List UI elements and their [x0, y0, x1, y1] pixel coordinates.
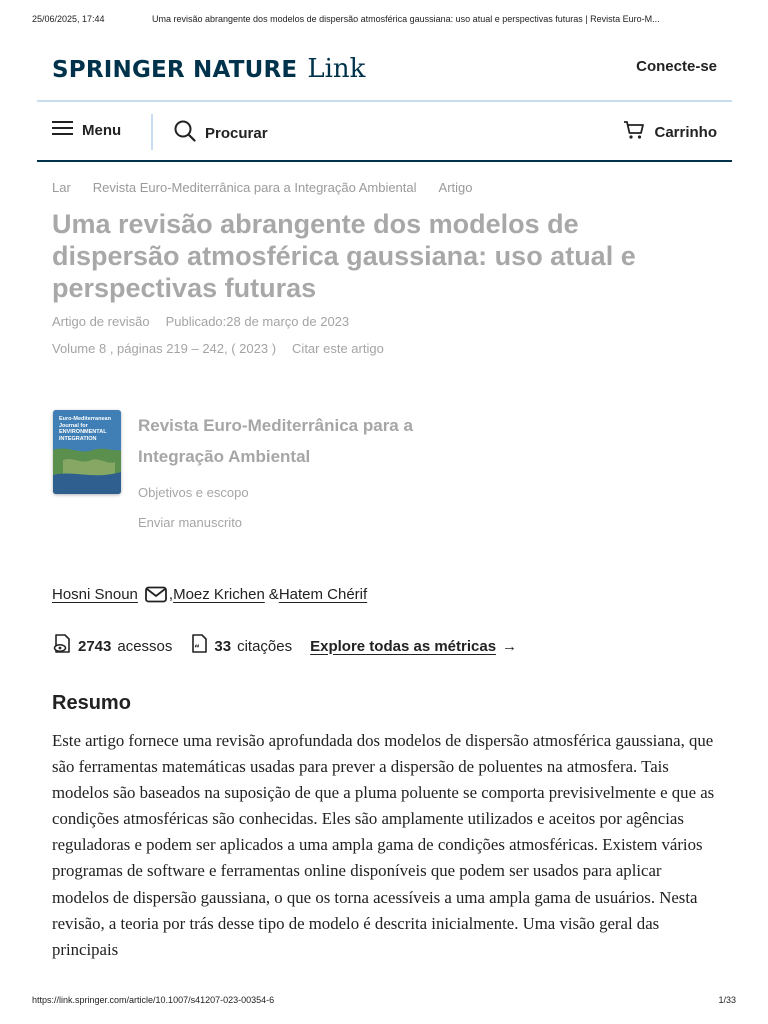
search-icon [174, 120, 196, 146]
abstract-text: Este artigo fornece uma revisão aprofundada dos modelos de dispersão atmosférica gaussiana, que são ferramentas matemáticas usadas para prever a dispersão de poluentes na atmosfera. Tais modelos são baseados na suposição de que a pluma poluente se comporta previsivelmente e que as condições atmosféricas são conhecidas. Eles são amplamente utilizados e aceitos por agências reguladoras e podem ser aplicados a uma ampla gama de condições atmosféricas. Existem vários programas de software e ferramentas online disponíveis que podem ser usados para aplicar modelos de dispersão gaussiana, o que os torna acessíveis a uma ampla gama de usuários. Nesta revisão, a teoria por trás desse tipo de modelo é descrita inicialmente. Uma visão geral das principais [52, 731, 715, 959]
search-button[interactable] [174, 120, 268, 146]
volume-info: Volume 8 , páginas 219 – 242, ( 2023 ) [52, 341, 277, 356]
hamburger-icon [52, 120, 73, 140]
article-citation-meta [52, 341, 384, 356]
journal-cover-image[interactable] [53, 410, 121, 494]
article-metrics [52, 634, 517, 658]
explore-metrics-link[interactable]: Explore todas as métricas [310, 637, 497, 655]
author-link[interactable]: Moez Krichen [173, 586, 265, 603]
journal-name-line1: Revista Euro-Mediterrânica para a [138, 416, 413, 435]
svg-text:“: “ [194, 644, 201, 654]
published-date: Publicado:28 de março de 2023 [165, 314, 350, 329]
nav-bar [37, 102, 732, 162]
logo-brand: SPRINGER NATURE [52, 57, 298, 83]
menu-button[interactable] [52, 120, 121, 140]
aims-scope-link[interactable]: Objetivos e escopo [138, 485, 249, 500]
arrow-right-icon: → [502, 637, 518, 655]
journal-cover-text: Euro-Mediterranean Journal for ENVIRONMENTAL INTEGRATION [59, 416, 111, 442]
journal-name[interactable] [138, 410, 468, 472]
cite-article-link[interactable]: Citar este artigo [292, 341, 384, 356]
cart-button[interactable] [623, 120, 717, 144]
citations-count: 33 [214, 637, 232, 655]
brand-bar [37, 48, 732, 102]
cart-icon [623, 120, 645, 144]
breadcrumb-home[interactable]: Lar [52, 180, 71, 195]
downloads-icon [52, 634, 72, 658]
citations-label: citações [237, 637, 293, 655]
menu-label: Menu [82, 121, 122, 139]
print-url: https://link.springer.com/article/10.1007/s41207-023-00354-6 [32, 995, 275, 1005]
article-type: Artigo de revisão [52, 314, 150, 329]
author-list [52, 586, 367, 603]
citations-metric [190, 634, 292, 658]
citations-icon [190, 634, 208, 658]
article-meta [52, 314, 349, 329]
logo-product: Link [307, 54, 366, 84]
author-separator: , [168, 586, 174, 603]
accesses-label: acessos [117, 637, 173, 655]
print-page-number: 1/33 [718, 995, 736, 1005]
print-header [32, 14, 736, 24]
breadcrumb-journal[interactable]: Revista Euro-Mediterrânica para a Integração Ambiental [92, 180, 417, 195]
journal-name-line2: Integração Ambiental [138, 447, 311, 466]
author-separator: & [268, 586, 279, 603]
cart-label: Carrinho [654, 123, 717, 141]
print-date: 25/06/2025, 17:44 [32, 14, 105, 24]
author-link[interactable]: Hosni Snoun [52, 586, 138, 603]
accesses-count: 2743 [78, 637, 112, 655]
nav-divider [151, 114, 153, 150]
springer-link-logo[interactable] [52, 54, 365, 84]
print-footer [32, 995, 736, 1005]
login-link[interactable]: Conecte-se [636, 58, 717, 75]
article-title: Uma revisão abrangente dos modelos de dispersão atmosférica gaussiana: uso atual e perspectivas futuras [52, 209, 636, 303]
search-label: Procurar [205, 124, 268, 142]
author-link[interactable]: Hatem Chérif [278, 586, 368, 603]
abstract-heading: Resumo [52, 692, 131, 714]
mail-icon[interactable] [145, 586, 167, 603]
breadcrumb [52, 180, 473, 195]
print-title: Uma revisão abrangente dos modelos de dispersão atmosférica gaussiana: uso atual e perspectivas futuras | Revista Euro-M... [152, 14, 660, 24]
breadcrumb-current: Artigo [438, 180, 473, 195]
submit-manuscript-link[interactable]: Enviar manuscrito [138, 515, 243, 530]
accesses-metric [52, 634, 172, 658]
